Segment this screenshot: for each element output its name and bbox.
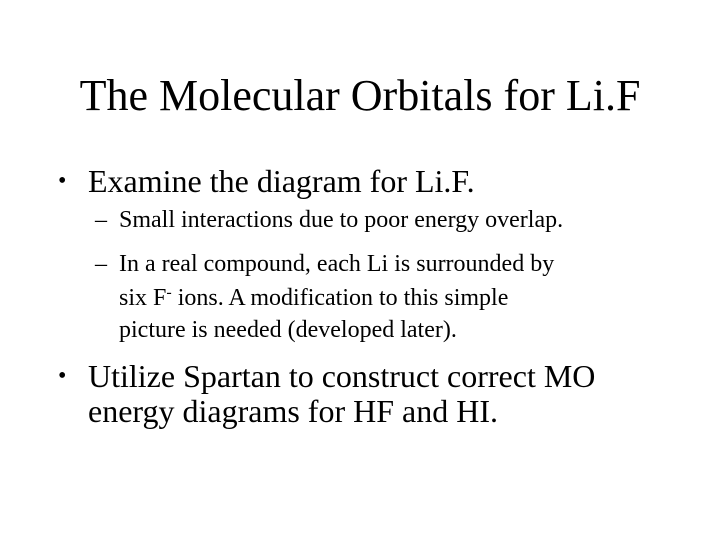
- sub-bullet-text-part: six F: [119, 285, 167, 311]
- bullet-marker: •: [58, 363, 67, 389]
- bullet-text: Utilize Spartan to construct correct MO: [88, 358, 596, 394]
- sub-bullet-text: In a real compound, each Li is surrounded by: [119, 251, 555, 277]
- slide-title: The Molecular Orbitals for Li.F: [79, 71, 641, 120]
- bullet-text-continuation: energy diagrams for HF and HI.: [88, 393, 498, 429]
- sub-bullet-continuation: [119, 282, 508, 314]
- bullet-marker: •: [58, 168, 67, 194]
- sub-bullet-marker: –: [95, 207, 107, 233]
- sub-bullet-marker: –: [95, 251, 107, 277]
- sub-bullet-continuation: picture is needed (developed later).: [119, 317, 457, 343]
- superscript-minus: -: [166, 284, 172, 301]
- sub-bullet-text: Small interactions due to poor energy overlap.: [119, 207, 564, 233]
- sub-bullet-text-part: ions. A modification to this simple: [171, 285, 509, 311]
- bullet-text: Examine the diagram for Li.F.: [88, 163, 475, 199]
